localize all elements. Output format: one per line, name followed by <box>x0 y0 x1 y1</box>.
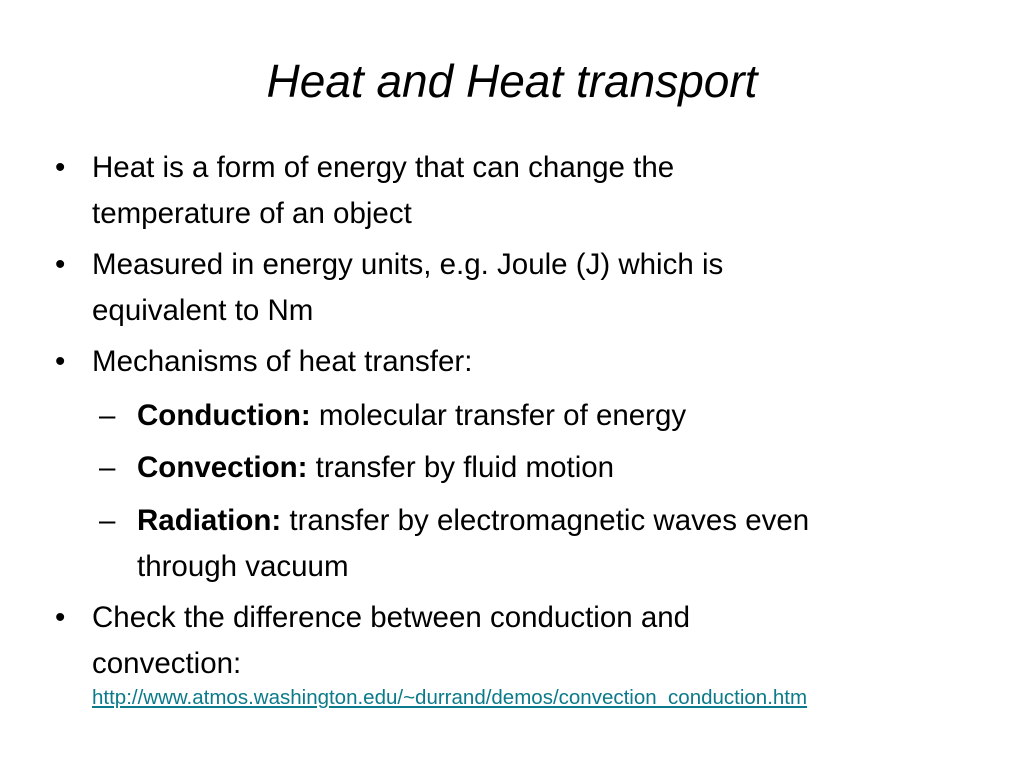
bullet-text <box>92 145 992 237</box>
bullet-text <box>92 595 992 687</box>
term-description: transfer by fluid motion <box>307 451 615 484</box>
bullet-text-line: Measured in energy units, e.g. Joule (J) which is <box>92 248 724 281</box>
slide-title: Heat and Heat transport <box>266 55 758 107</box>
reference-link[interactable]: http://www.atmos.washington.edu/~durrand/demos/convection_conduction.htm <box>92 686 808 709</box>
bullet-text-line: equivalent to Nm <box>92 294 314 327</box>
bullet-text-line: Check the difference between conduction and <box>92 601 691 634</box>
bullet-text-line: Heat is a form of energy that can change the <box>92 151 675 184</box>
bullet-symbol: • <box>55 248 66 281</box>
bullet-text-line: convection: <box>92 647 242 680</box>
term-label: Conduction: <box>137 399 311 432</box>
dash-symbol: – <box>99 399 116 432</box>
dash-symbol: – <box>99 504 116 537</box>
term-description: molecular transfer of energy <box>310 399 687 432</box>
bullet-symbol: • <box>55 601 66 634</box>
bullet-symbol: • <box>55 345 66 378</box>
term-description: transfer by electromagnetic waves even <box>281 504 810 537</box>
term-label: Radiation: <box>137 504 282 537</box>
bullet-text-line: temperature of an object <box>92 197 412 230</box>
term-label: Convection: <box>137 451 308 484</box>
bullet-symbol: • <box>55 151 66 184</box>
term-description-line2: through vacuum <box>137 550 349 583</box>
bullet-text: Mechanisms of heat transfer: <box>92 345 473 378</box>
dash-symbol: – <box>99 451 116 484</box>
bullet-text <box>92 242 992 334</box>
